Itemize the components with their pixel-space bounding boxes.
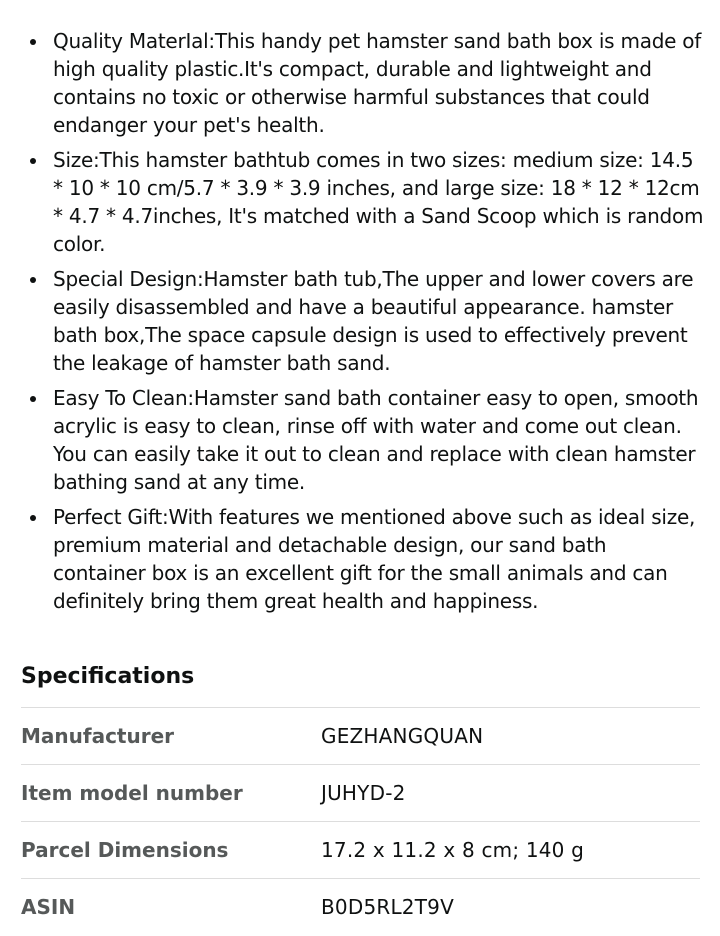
spec-label: Manufacturer [21, 724, 175, 748]
spec-row-parcel-dimensions [21, 822, 700, 879]
specifications-table [21, 707, 700, 936]
feature-text: Size:This hamster bathtub comes in two sizes: medium size: 14.5 * 10 * 10 cm/5.7 * 3.9 * 3.9 inches, and large size: 18 * 12 * 12cm * 4.7 * 4.7inches, It's matched with a Sand Scoop which is random color. [53, 148, 704, 256]
bullet-dot-icon [30, 158, 36, 164]
spec-row-manufacturer [21, 708, 700, 765]
specifications-heading: Specifications [21, 664, 195, 689]
spec-label: Item model number [21, 781, 243, 805]
bullet-dot-icon [30, 396, 36, 402]
bullet-dot-icon [30, 39, 36, 45]
feature-bullet [53, 384, 704, 496]
spec-value: GEZHANGQUAN [321, 724, 484, 748]
spec-label: Parcel Dimensions [21, 838, 229, 862]
feature-bullet [53, 503, 704, 615]
spec-row-item-model-number [21, 765, 700, 822]
feature-text: Special Design:Hamster bath tub,The upper and lower covers are easily disassembled and have a beautiful appearance. hamster bath box,The space capsule design is used to effectively prevent the leakage of hamster bath sand. [53, 267, 694, 375]
bullet-dot-icon [30, 515, 36, 521]
feature-text: Quality MaterIal:This handy pet hamster sand bath box is made of high quality plastic.It's compact, durable and lightweight and contains no toxic or otherwise harmful substances that could endanger your pet's health. [53, 29, 702, 137]
spec-label: ASIN [21, 895, 76, 920]
feature-text: Easy To Clean:Hamster sand bath container easy to open, smooth acrylic is easy to clean, rinse off with water and come out clean. You can easily take it out to clean and replace with clean hamster bathing sand at any time. [53, 386, 699, 494]
feature-bullet [53, 265, 704, 377]
bullet-dot-icon [30, 277, 36, 283]
spec-row-asin [21, 879, 700, 936]
spec-value: JUHYD-2 [321, 781, 406, 805]
feature-bullet [53, 27, 704, 139]
feature-text: Perfect Gift:With features we mentioned above such as ideal size, premium material and detachable design, our sand bath container box is an excellent gift for the small animals and can definitely bring them great health and happiness. [53, 505, 696, 613]
spec-value: 17.2 x 11.2 x 8 cm; 140 g [321, 838, 585, 862]
spec-value: B0D5RL2T9V [321, 895, 454, 920]
feature-bullet [53, 146, 704, 258]
